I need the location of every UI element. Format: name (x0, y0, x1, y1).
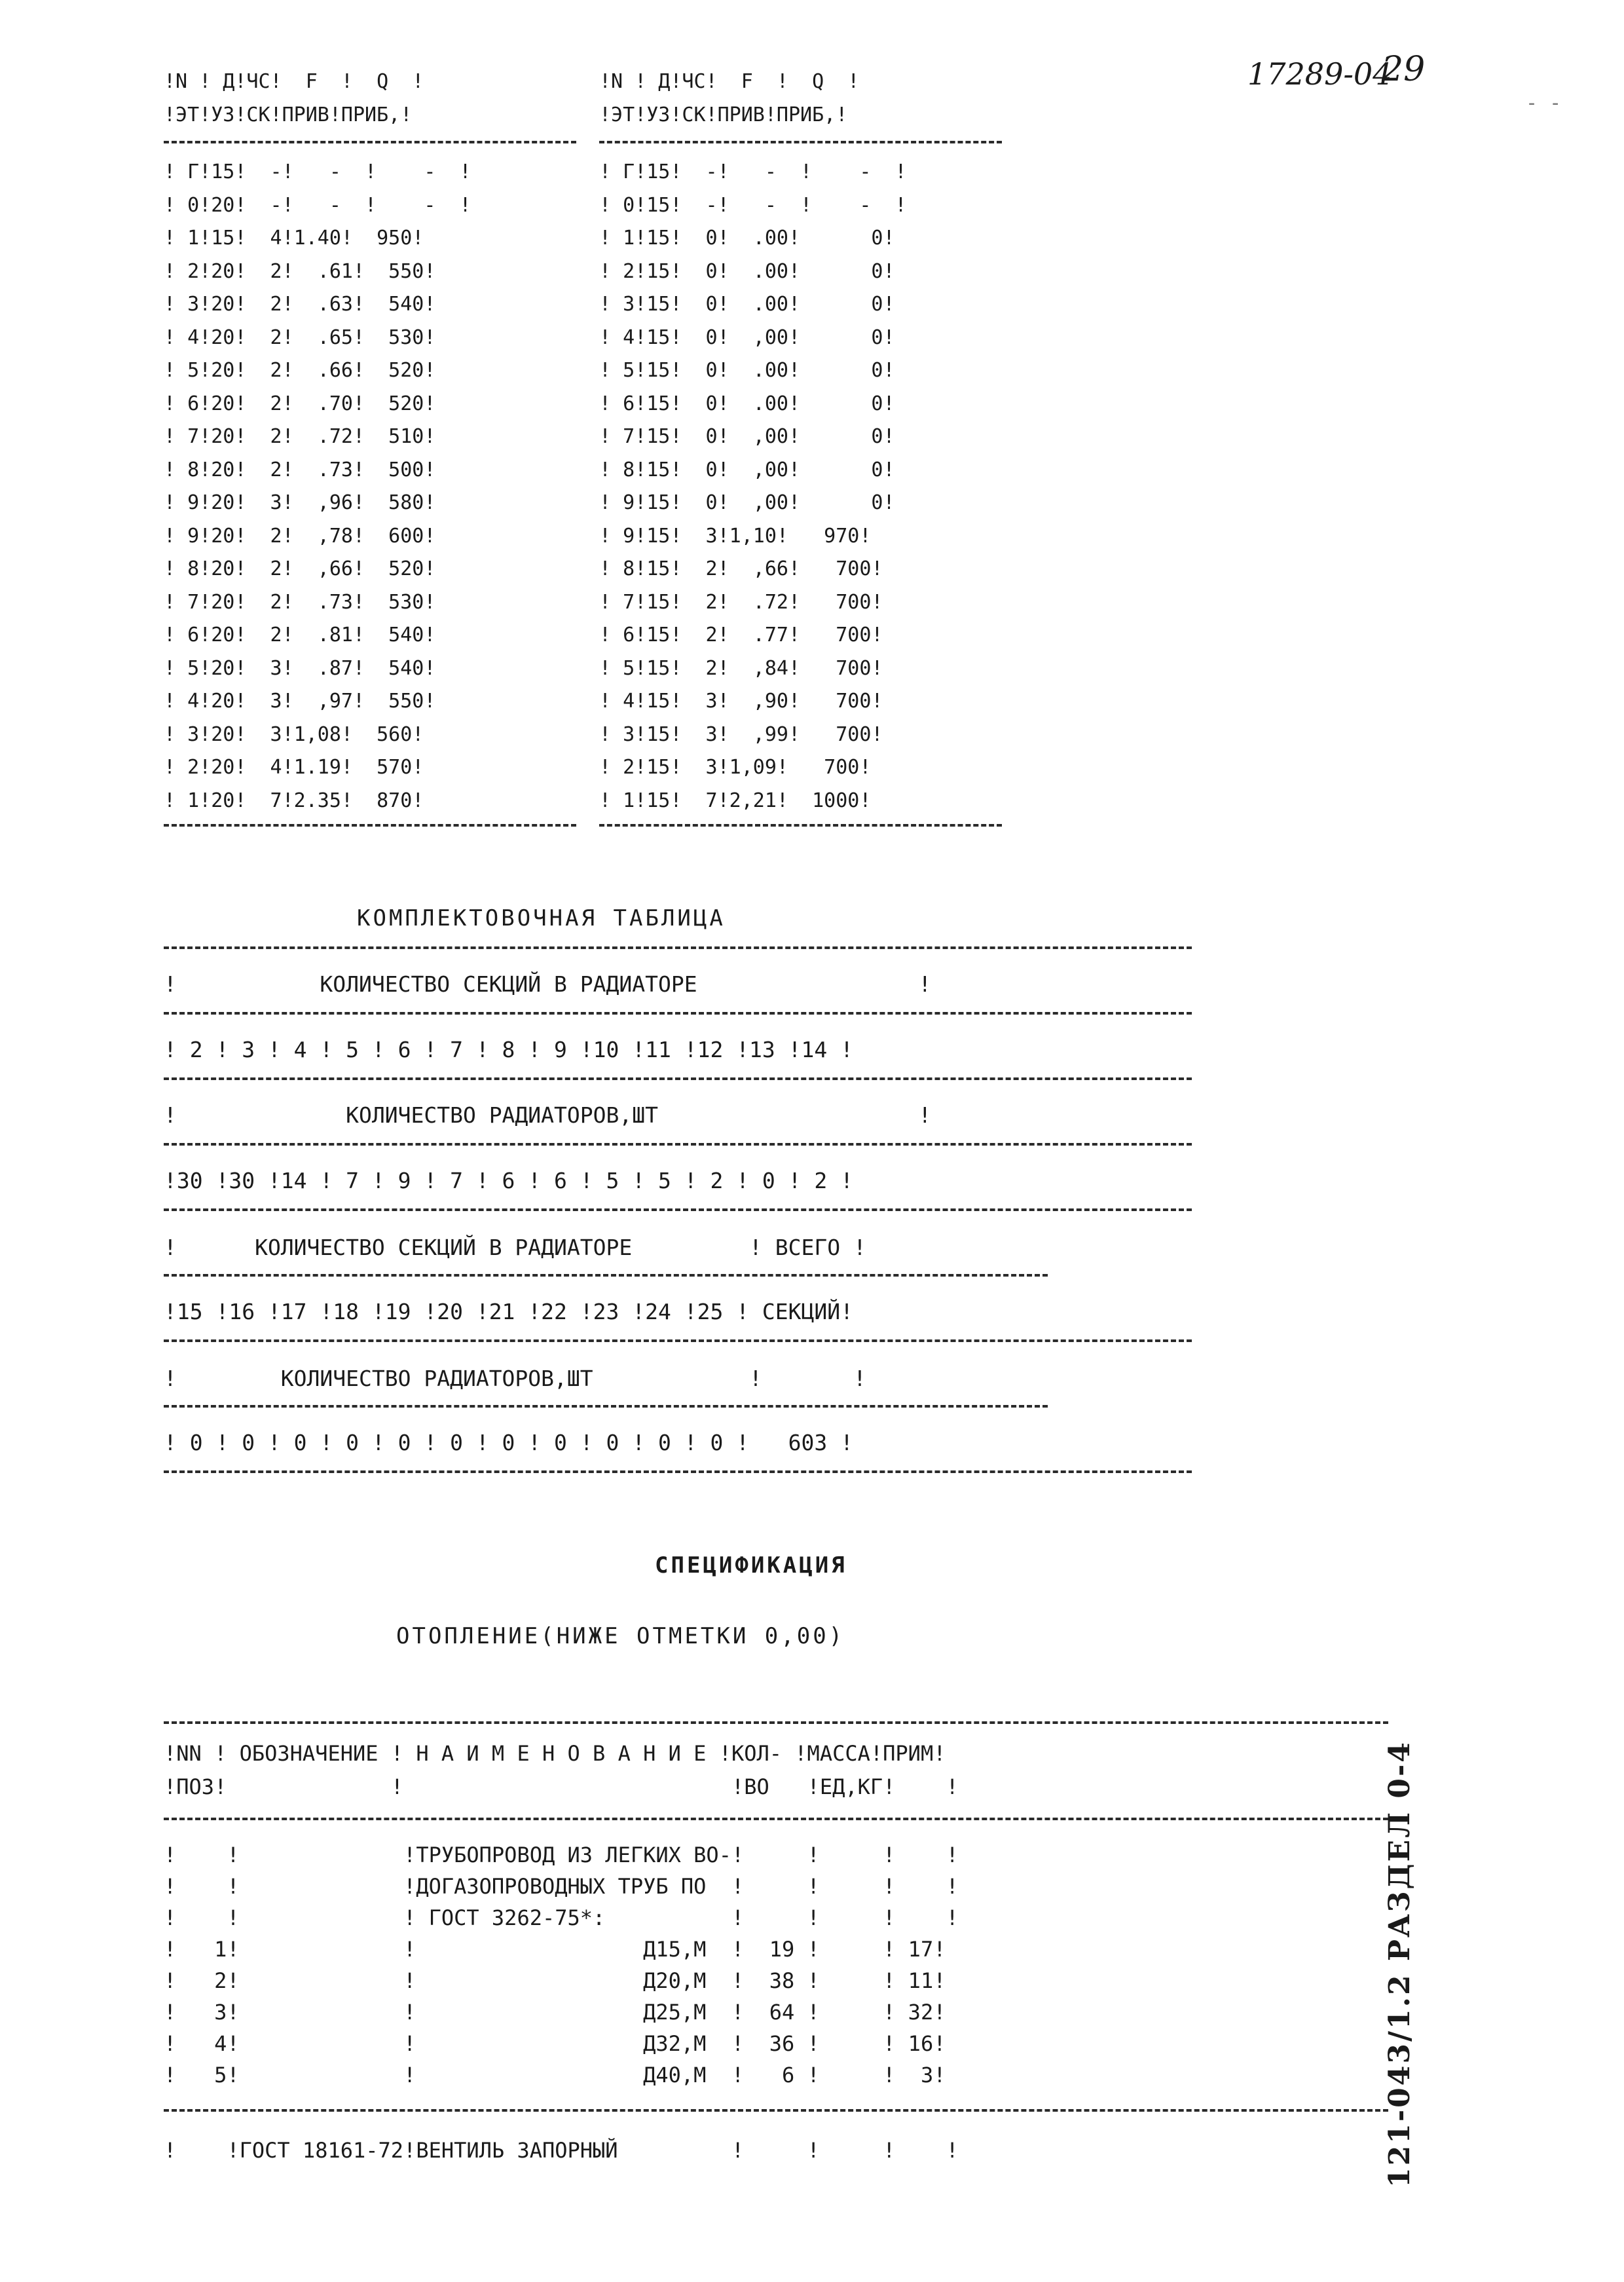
table-row: ! Г!15! -! - ! - ! (599, 160, 907, 183)
table-row: ! 8!15! 0! ,00! 0! (599, 458, 895, 481)
table-row: ! 1!20! 7!2.35! 870! (164, 789, 424, 812)
table-row: ! 3!20! 3!1,08! 560! (164, 722, 424, 746)
spec-rows (164, 1839, 959, 2091)
table-row: ! 0!20! -! - ! - ! (164, 193, 471, 217)
spec-row: ! 5! ! Д40,М ! 6 ! ! 3! (164, 2063, 946, 2087)
table-row: ! 8!15! 2! ,66! 700! (599, 557, 883, 580)
spec-row: ! 4! ! Д32,М ! 36 ! ! 16! (164, 2031, 946, 2056)
spec-rule-bottom (164, 2109, 1388, 2112)
side-stamp: 121-043/1.2 РАЗДЕЛ 0-4 (1383, 1740, 1416, 2188)
radiator-header-right: !N ! Д!ЧС! F ! Q ! !ЭТ!УЗ!СК!ПРИВ!ПРИБ,! (599, 70, 860, 126)
table-row: ! 1!15! 0! .00! 0! (599, 227, 895, 250)
doc-number: 17289-04 (1247, 56, 1392, 92)
table-row: ! 0!15! -! - ! - ! (599, 193, 907, 217)
radiator-rule-bottom-left (164, 824, 576, 827)
table-row: ! 6!15! 2! .77! 700! (599, 624, 883, 646)
table-row: ! 7!20! 2! .72! 510! (164, 425, 436, 448)
komplekt-rule-7 (164, 1405, 1048, 1408)
radiator-header-left: !N ! Д!ЧС! F ! Q ! !ЭТ!УЗ!СК!ПРИВ!ПРИБ,! (164, 70, 424, 126)
spec-header: !NN ! ОБОЗНАЧЕНИЕ ! Н А И М Е Н О В А Н И Е !КОЛ- !МАССА!ПРИМ! !ПОЗ! ! !ВО !ЕД,КГ! ! (164, 1741, 959, 1799)
table-row: ! 7!20! 2! .73! 530! (164, 590, 436, 614)
komplekt-rule-0 (164, 946, 1192, 949)
spec-row: ! 3! ! Д25,М ! 64 ! ! 32! (164, 2000, 946, 2025)
spec-rule-top (164, 1721, 1388, 1724)
spec-row: ! ! !ДОГАЗОПРОВОДНЫХ ТРУБ ПО ! ! ! ! (164, 1874, 959, 1899)
table-row: ! 1!15! 4!1.40! 950! (164, 227, 424, 250)
table-row: ! 4!20! 3! ,97! 550! (164, 690, 436, 713)
komplekt-rule-8 (164, 1470, 1192, 1473)
komplekt-title: КОМПЛЕКТОВОЧНАЯ ТАБЛИЦА (357, 905, 726, 931)
table-row: ! 9!20! 3! ,96! 580! (164, 491, 436, 514)
spec-row: ! 1! ! Д15,М ! 19 ! ! 17! (164, 1937, 946, 1962)
radiator-rule-top-left (164, 141, 576, 143)
table-row: ! 9!15! 3!1,10! 970! (599, 524, 872, 548)
komplekt-rule-4 (164, 1208, 1192, 1211)
table-row: ! 9!20! 2! ,78! 600! (164, 524, 436, 548)
radiator-rows-right (599, 156, 907, 817)
table-row: ! 3!15! 3! ,99! 700! (599, 722, 883, 746)
komplekt-rule-5 (164, 1274, 1048, 1277)
table-row: ! 4!15! 3! ,90! 700! (599, 690, 883, 713)
radiator-rule-top-right (599, 141, 1002, 143)
spec-footer-row: ! !ГОСТ 18161-72!ВЕНТИЛЬ ЗАПОРНЫЙ ! ! ! ! (164, 2138, 959, 2163)
spec-rule-header (164, 1818, 1388, 1820)
komplekt-line-radiators-1: ! КОЛИЧЕСТВО РАДИАТОРОВ,ШТ ! (164, 1102, 932, 1128)
table-row: ! 8!20! 2! ,66! 520! (164, 557, 436, 580)
radiator-rule-bottom-right (599, 824, 1002, 827)
komplekt-line-radiator-counts-2: ! 0 ! 0 ! 0 ! 0 ! 0 ! 0 ! 0 ! 0 ! 0 ! 0 ! 0 ! 603 ! (164, 1430, 853, 1455)
radiator-rows-left (164, 156, 471, 817)
komplekt-line-sections-2: ! КОЛИЧЕСТВО СЕКЦИЙ В РАДИАТОРЕ ! ВСЕГО ! (164, 1235, 866, 1260)
komplekt-line-section-numbers-2: !15 !16 !17 !18 !19 !20 !21 !22 !23 !24 !25 ! СЕКЦИЙ! (164, 1299, 853, 1324)
table-row: ! 9!15! 0! ,00! 0! (599, 491, 895, 514)
table-row: ! 5!20! 3! .87! 540! (164, 656, 436, 680)
table-row: ! 6!20! 2! .70! 520! (164, 392, 436, 415)
spec-title: СПЕЦИФИКАЦИЯ (655, 1552, 847, 1579)
sheet-number: 29 (1382, 50, 1426, 89)
spec-row: ! ! ! ГОСТ 3262-75*: ! ! ! ! (164, 1905, 959, 1930)
komplekt-line-section-numbers-1: ! 2 ! 3 ! 4 ! 5 ! 6 ! 7 ! 8 ! 9 !10 !11 !12 !13 !14 ! (164, 1037, 853, 1062)
table-row: ! 5!15! 2! ,84! 700! (599, 656, 883, 680)
table-row: ! 3!15! 0! .00! 0! (599, 293, 895, 316)
table-row: ! 2!15! 3!1,09! 700! (599, 756, 872, 779)
komplekt-line-radiators-2: ! КОЛИЧЕСТВО РАДИАТОРОВ,ШТ ! ! (164, 1366, 866, 1391)
table-row: ! 4!15! 0! ,00! 0! (599, 326, 895, 349)
table-row: ! 8!20! 2! .73! 500! (164, 458, 436, 481)
table-row: ! 5!20! 2! .66! 520! (164, 359, 436, 382)
komplekt-line-radiator-counts-1: !30 !30 !14 ! 7 ! 9 ! 7 ! 6 ! 6 ! 5 ! 5 ! 2 ! 0 ! 2 ! (164, 1168, 853, 1193)
table-row: ! 4!20! 2! .65! 530! (164, 326, 436, 349)
table-row: ! 2!20! 2! .61! 550! (164, 259, 436, 283)
table-row: ! Г!15! -! - ! - ! (164, 160, 471, 183)
table-row: ! 6!20! 2! .81! 540! (164, 624, 436, 646)
spec-row: ! ! !ТРУБОПРОВОД ИЗ ЛЕГКИХ ВО-! ! ! ! (164, 1842, 959, 1867)
spec-row: ! 2! ! Д20,М ! 38 ! ! 11! (164, 1968, 946, 1993)
table-row: ! 6!15! 0! .00! 0! (599, 392, 895, 415)
komplekt-rule-3 (164, 1143, 1192, 1146)
table-row: ! 1!15! 7!2,21! 1000! (599, 789, 872, 812)
table-row: ! 3!20! 2! .63! 540! (164, 293, 436, 316)
scan-mark: - - (1526, 92, 1562, 115)
komplekt-rule-2 (164, 1077, 1192, 1080)
komplekt-rule-6 (164, 1339, 1192, 1342)
table-row: ! 7!15! 0! ,00! 0! (599, 425, 895, 448)
table-row: ! 7!15! 2! .72! 700! (599, 590, 883, 614)
table-row: ! 5!15! 0! .00! 0! (599, 359, 895, 382)
table-row: ! 2!20! 4!1.19! 570! (164, 756, 424, 779)
komplekt-line-sections-1: ! КОЛИЧЕСТВО СЕКЦИЙ В РАДИАТОРЕ ! (164, 971, 932, 997)
spec-subtitle: ОТОПЛЕНИЕ(НИЖЕ ОТМЕТКИ 0,00) (396, 1623, 845, 1649)
komplekt-rule-1 (164, 1012, 1192, 1015)
table-row: ! 2!15! 0! .00! 0! (599, 259, 895, 283)
